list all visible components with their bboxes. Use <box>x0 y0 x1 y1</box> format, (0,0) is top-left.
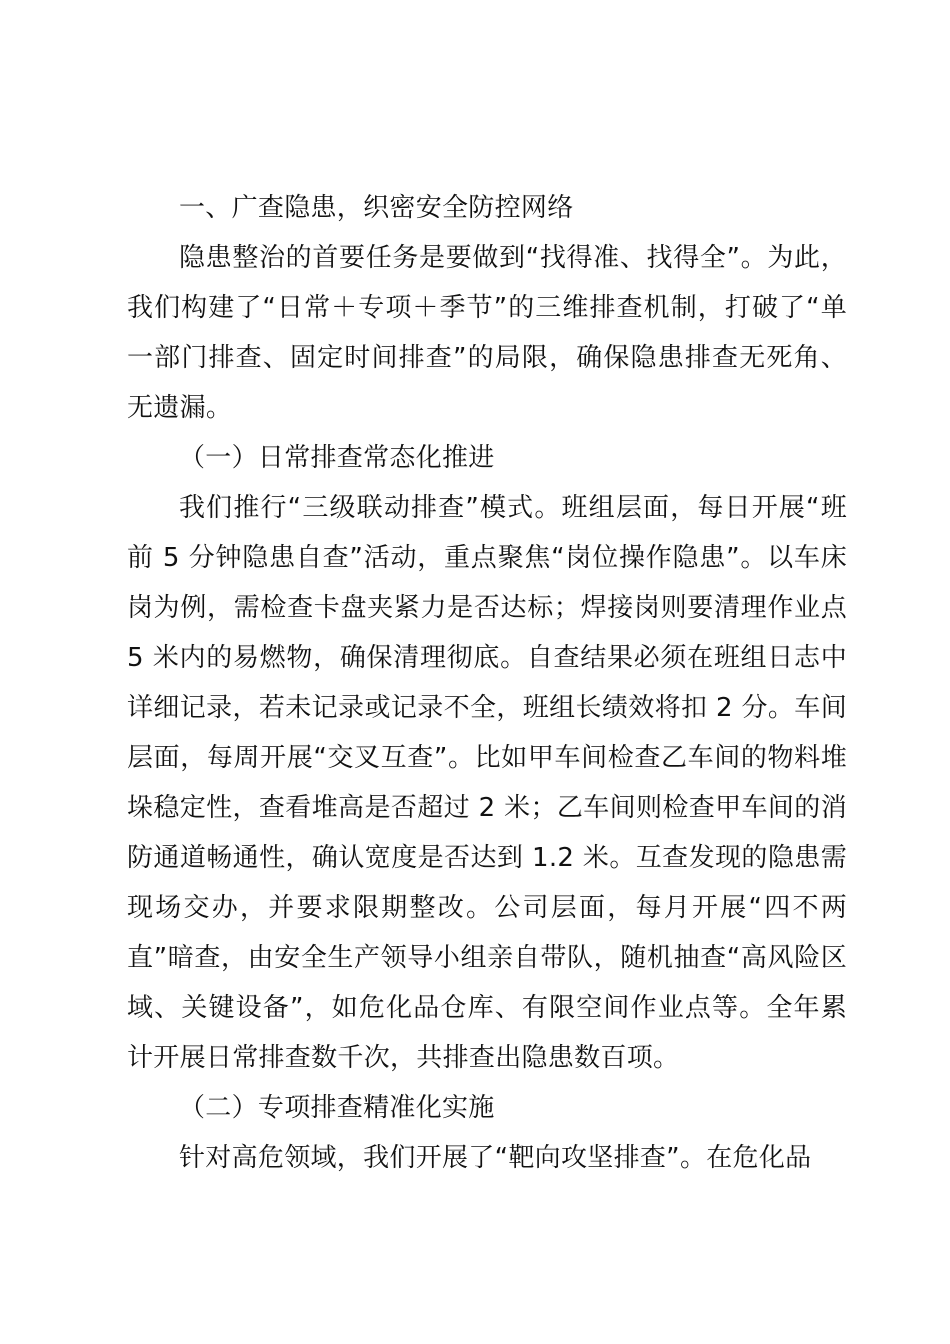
paragraph: 针对高危领域，我们开展了“靶向攻坚排查”。在危化品 <box>179 1143 812 1173</box>
subsection-heading: （二）专项排查精准化实施 <box>179 1093 495 1123</box>
document-body <box>127 183 847 1183</box>
paragraph: 隐患整治的首要任务是要做到“找得准、找得全”。为此，我们构建了“日常＋专项＋季节”的三维排查机制，打破了“单一部门排查、固定时间排查”的局限，确保隐患排查无死角、无遗漏。 <box>127 243 847 423</box>
subsection-heading: （一）日常排查常态化推进 <box>179 443 495 473</box>
paragraph: 我们推行“三级联动排查”模式。班组层面，每日开展“班前 5 分钟隐患自查”活动，重点聚焦“岗位操作隐患”。以车床岗为例，需检查卡盘夹紧力是否达标；焊接岗则要清理作业点 5 米内的易燃物，确保清理彻底。自查结果必须在班组日志中详细记录，若未记录或记录不全，班组长绩效将扣 2 分。车间层面，每周开展“交叉互查”。比如甲车间检查乙车间的物料堆垛稳定性，查看堆高是否超过 2 米；乙车间则检查甲车间的消防通道畅通性，确认宽度是否达到 1.2 米。互查发现的隐患需现场交办，并要求限期整改。公司层面，每月开展“四不两直”暗查，由安全生产领导小组亲自带队，随机抽查“高风险区域、关键设备”，如危化品仓库、有限空间作业点等。全年累计开展日常排查数千次，共排查出隐患数百项。 <box>127 493 847 1073</box>
section-heading: 一、广查隐患，织密安全防控网络 <box>179 193 574 223</box>
